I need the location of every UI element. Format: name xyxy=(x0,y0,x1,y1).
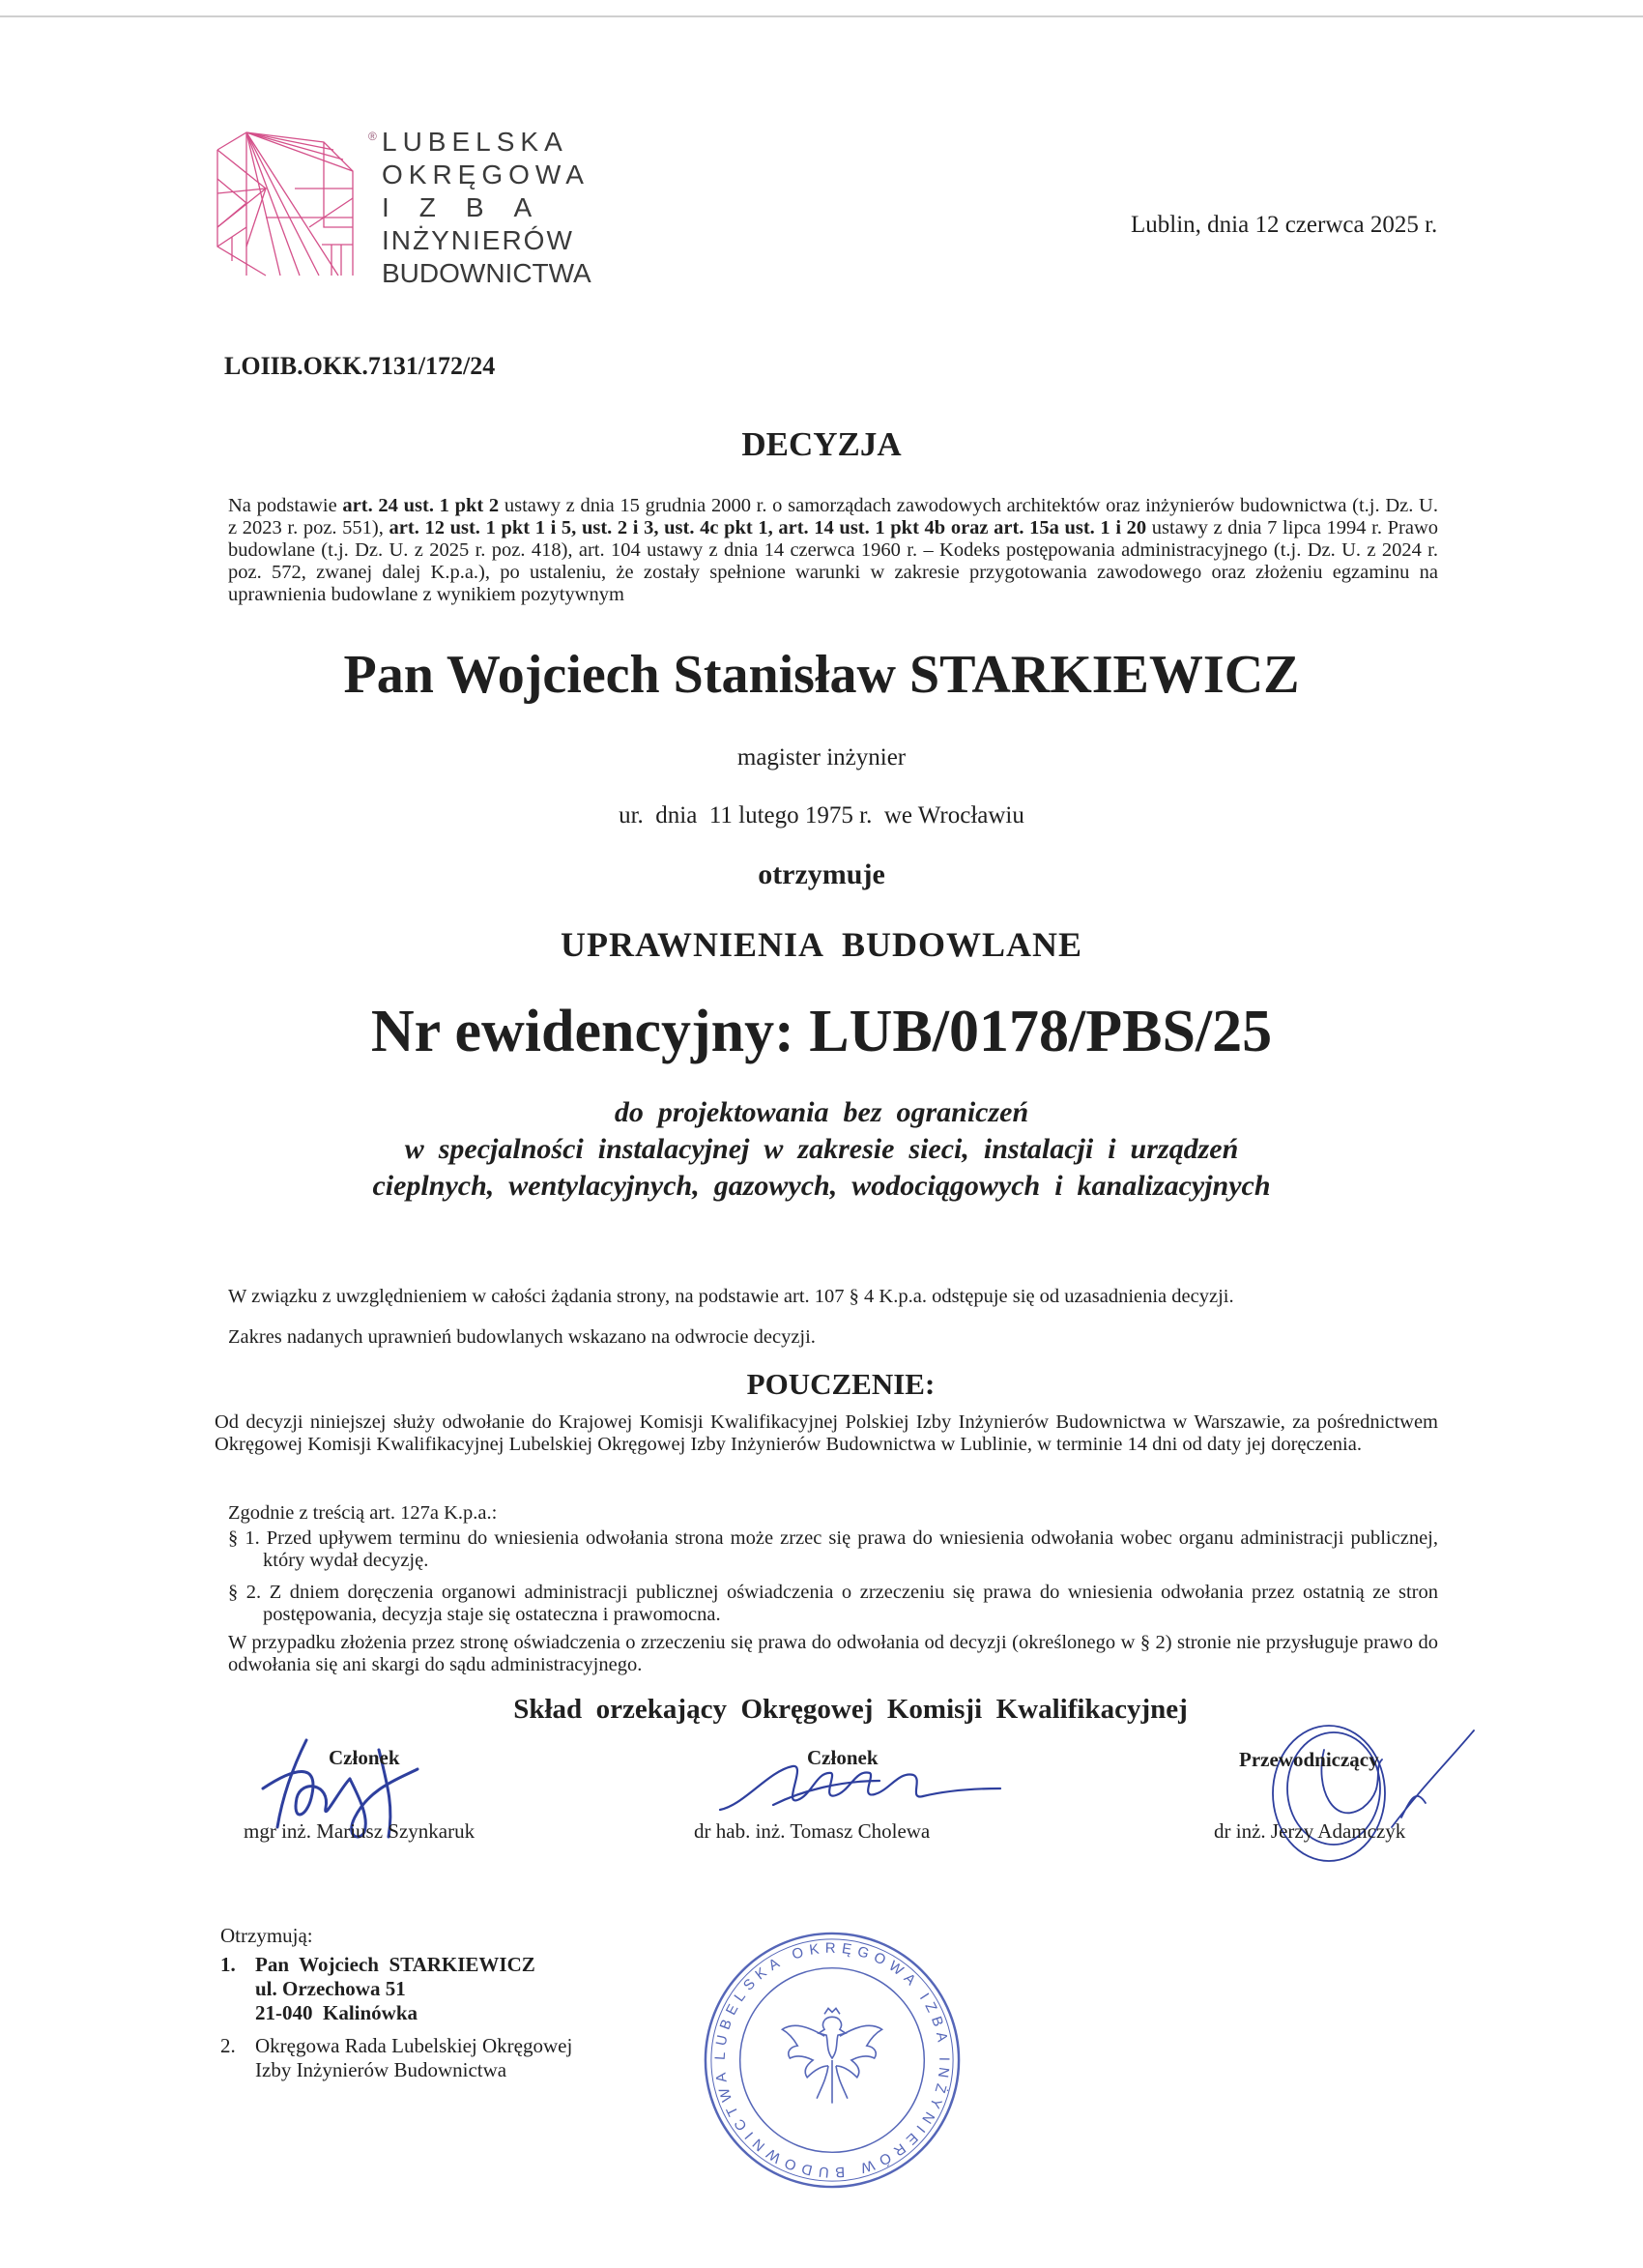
logo-line-2: OKRĘGOWA xyxy=(382,160,590,189)
appeal-instruction: Od decyzji niniejszej służy odwołanie do Krajowej Komisji Kwalifikacyjnej Polskiej Izby Inżynierów Budownictwa w Warszawie, za pośrednictwem Okręgowej Komisji Kwalifikacyjnej Lubelskiej Okręgowej Izby Inżynierów Budownictwa w Lublinie, w terminie 14 dni od daty jej doręczenia. xyxy=(215,1411,1438,1455)
logo-line-4: INŻYNIERÓW xyxy=(382,225,574,255)
svg-text:LUBELSKA OKRĘGOWA IZBA INŻYNIE: LUBELSKA OKRĘGOWA IZBA INŻYNIERÓW BUDOWNICTWA xyxy=(712,1940,952,2180)
official-seal-stamp xyxy=(698,1926,966,2195)
logo-line-1: LUBELSKA xyxy=(382,127,568,157)
scope-line-3: cieplnych, wentylacyjnych, gazowych, wodociągowych i kanalizacyjnych xyxy=(372,1170,1271,1202)
logo-line-5: BUDOWNICTWA xyxy=(382,258,591,288)
registered-mark: ® xyxy=(368,130,377,143)
paragraph-2: § 2. Z dniem doręczenia organowi administracji publicznej oświadczenia o zrzeczeniu się prawa do wniesienia odwołania przez ostatnią ze stron postępowania, decyzja staje się ostateczna i prawomocna. xyxy=(228,1582,1438,1625)
scope-line-1: do projektowania bez ograniczeń xyxy=(614,1096,1029,1128)
distribution-title: Otrzymują: xyxy=(220,1924,313,1947)
no-justification-note: W związku z uwzględnieniem w całości żądania strony, na podstawie art. 107 § 4 K.p.a. odstępuje się od uzasadnienia decyzji. xyxy=(228,1286,1234,1307)
member-1-name: mgr inż. Mariusz Szynkaruk xyxy=(244,1819,476,1843)
registry-number: Nr ewidencyjny: LUB/0178/PBS/25 xyxy=(370,999,1273,1064)
distribution-item-2: 2. Okręgowa Rada Lubelskiej Okręgowej Izby Inżynierów Budownictwa xyxy=(220,2034,573,2081)
instruction-title: POUCZENIE: xyxy=(746,1367,936,1401)
article-127a-intro: Zgodnie z treścią art. 127a K.p.a.: xyxy=(228,1502,498,1524)
legal-basis: Na podstawie art. 24 ust. 1 pkt 2 ustawy z dnia 15 grudnia 2000 r. o samorządach zawodowych architektów oraz inżynierów budownictwa (t.j. Dz. U. z 2023 r. poz. 551), art. 12 ust. 1 pkt 1 i 5, ust. 2 i 3, ust. 4c pkt 1, art. 14 ust. 1 pkt 4b oraz art. 15a ust. 1 i 20 ustawy z dnia 7 lipca 1994 r. Prawo budowlane (t.j. Dz. U. z 2025 r. poz. 418), art. 104 ustawy z dnia 14 czerwca 1960 r. – Kodeks postępowania administracyjnego (t.j. Dz. U. z 2024 r. poz. 572, zwanej dalej K.p.a.), po ustaleniu, że zostały spełnione warunki w zakresie przygotowania zawodowego oraz złożeniu egzaminu na uprawnienia budowlane z wynikiem pozytywnym xyxy=(228,495,1438,605)
chair-name: dr inż. Jerzy Adamczyk xyxy=(1214,1819,1406,1843)
logo-line-3: IZBA xyxy=(382,192,562,222)
distribution-item-1: 1. Pan Wojciech STARKIEWICZ ul. Orzechowa 51 21-040 Kalinówka xyxy=(220,1953,535,2024)
scope-reverse-note: Zakres nadanych uprawnień budowlanych wskazano na odwrocie decyzji. xyxy=(228,1326,816,1348)
member-1-role: Członek xyxy=(329,1746,400,1769)
permission-title: UPRAWNIENIA BUDOWLANE xyxy=(560,925,1083,964)
top-scan-line xyxy=(0,15,1643,17)
receives-label: otrzymuje xyxy=(758,858,885,890)
recipient-birth: ur. dnia 11 lutego 1975 r. we Wrocławiu xyxy=(619,802,1024,829)
member-2-role: Członek xyxy=(807,1746,879,1769)
chamber-logo-text xyxy=(368,126,591,290)
place-and-date: Lublin, dnia 12 czerwca 2025 r. xyxy=(1131,212,1438,238)
recipient-degree: magister inżynier xyxy=(736,744,907,771)
member-2-name: dr hab. inż. Tomasz Cholewa xyxy=(694,1819,931,1843)
recipient-name: Pan Wojciech Stanisław STARKIEWICZ xyxy=(343,645,1300,705)
chamber-logo-icon xyxy=(208,121,382,295)
waiver-consequence: W przypadku złożenia przez stronę oświadczenia o zrzeczeniu się prawa do odwołania od decyzji (określonego w § 2) stronie nie przysługuje prawo do odwołania się ani skargi do sądu administracyjnego. xyxy=(228,1632,1438,1675)
scope-line-2: w specjalności instalacyjnej w zakresie sieci, instalacji i urządzeń xyxy=(404,1133,1239,1165)
committee-title: Skład orzekający Okręgowej Komisji Kwalifikacyjnej xyxy=(513,1694,1188,1725)
document-title: DECYZJA xyxy=(741,425,902,463)
chair-role: Przewodniczący xyxy=(1239,1748,1379,1771)
case-reference: LOIIB.OKK.7131/172/24 xyxy=(224,352,496,380)
paragraph-1: § 1. Przed upływem terminu do wniesienia odwołania strona może zrzec się prawa do wniesienia odwołania wobec organu administracji publicznej, który wydał decyzję. xyxy=(228,1527,1438,1571)
